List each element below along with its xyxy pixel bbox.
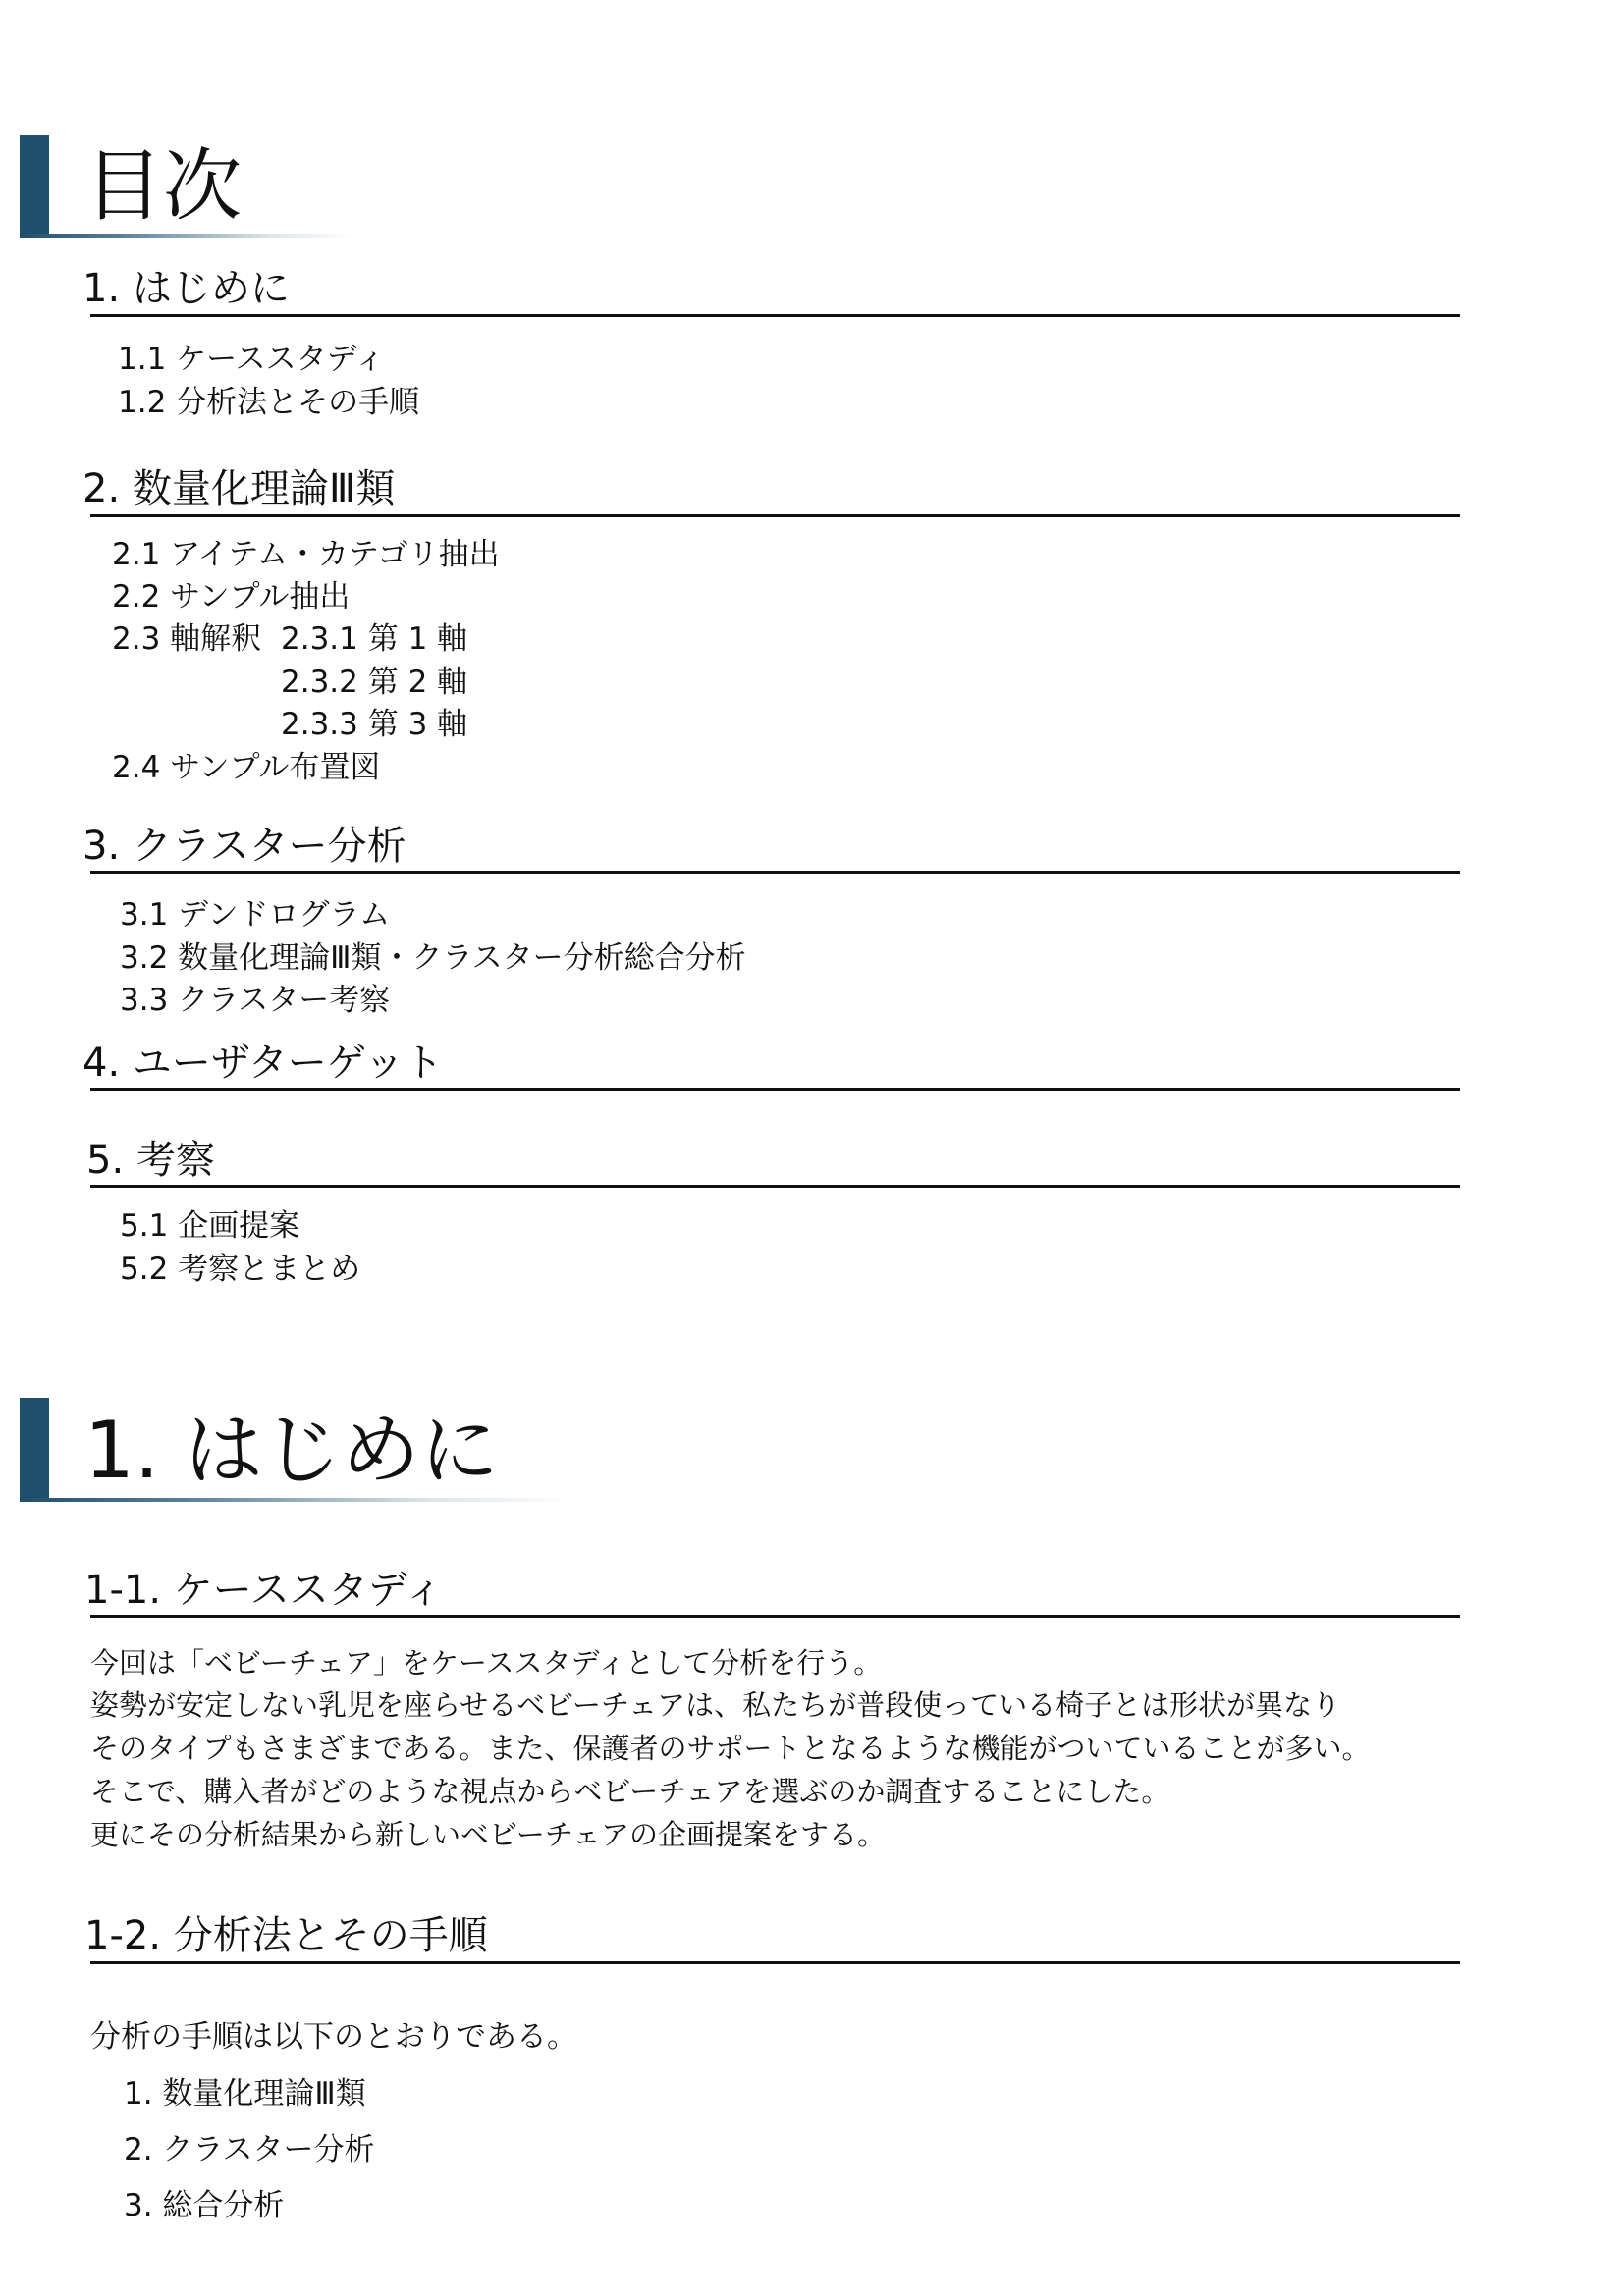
toc-heading-1: 1. はじめに [82, 266, 290, 311]
section-1-1-line-4: そこで、購入者がどのような視点からベビーチェアを選ぶのか調査することにした。 [90, 1775, 1170, 1808]
toc-rule-5 [90, 1185, 1460, 1188]
toc-header-line [20, 234, 353, 238]
section-1-1-line-1: 今回は「ベビーチェア」をケーススタディとして分析を行う。 [90, 1646, 883, 1680]
toc-heading-3: 3. クラスター分析 [82, 824, 406, 869]
chapter1-header-bar [20, 1398, 49, 1502]
toc-heading-5: 5. 考察 [86, 1138, 215, 1183]
toc-item-1-1: 1.1 ケーススタディ [118, 342, 386, 377]
toc-heading-4: 4. ユーザターゲット [82, 1041, 444, 1086]
toc-header-bar [20, 135, 49, 238]
toc-item-3-1: 3.1 デンドログラム [120, 897, 391, 933]
toc-rule-3 [90, 871, 1460, 874]
section-1-2-rule [90, 1961, 1460, 1964]
toc-heading-2: 2. 数量化理論Ⅲ類 [82, 466, 396, 511]
toc-subitem-2-3-3: 2.3.3 第 3 軸 [281, 707, 468, 742]
toc-rule-4 [90, 1088, 1460, 1091]
section-1-1-line-3: そのタイプもさまざまである。また、保護者のサポートとなるような機能がついていることが多い。 [90, 1732, 1371, 1765]
toc-item-3-2: 3.2 数量化理論Ⅲ類・クラスター分析総合分析 [120, 940, 746, 976]
section-1-2-step-3: 3. 総合分析 [124, 2188, 285, 2223]
toc-subitem-2-3-1: 2.3.1 第 1 軸 [281, 621, 468, 657]
section-1-1-line-5: 更にその分析結果から新しいベビーチェアの企画提案をする。 [90, 1818, 886, 1851]
section-1-1-rule [90, 1615, 1460, 1618]
section-1-2-intro: 分析の手順は以下のとおりである。 [90, 2019, 577, 2055]
section-1-2-heading: 1-2. 分析法とその手順 [84, 1913, 488, 1958]
section-1-2-step-1: 1. 数量化理論Ⅲ類 [124, 2076, 366, 2111]
toc-item-1-2: 1.2 分析法とその手順 [118, 385, 420, 420]
section-1-1-line-2: 姿勢が安定しない乳児を座らせるベビーチェアは、私たちが普段使っている椅子とは形状が異なり [90, 1688, 1341, 1722]
toc-item-5-2: 5.2 考察とまとめ [120, 1252, 361, 1287]
toc-item-3-3: 3.3 クラスター考察 [120, 983, 391, 1018]
toc-rule-2 [90, 514, 1460, 517]
toc-item-5-1: 5.1 企画提案 [120, 1208, 300, 1244]
toc-title: 目次 [84, 140, 242, 232]
section-1-1-heading: 1-1. ケーススタディ [84, 1568, 444, 1613]
section-1-2-step-2: 2. クラスター分析 [124, 2132, 375, 2167]
chapter1-title: 1. はじめに [84, 1405, 499, 1496]
chapter1-header-line [20, 1498, 569, 1502]
toc-item-2-3: 2.3 軸解釈 [112, 621, 262, 657]
toc-item-2-4: 2.4 サンプル布置図 [112, 750, 381, 785]
toc-subitem-2-3-2: 2.3.2 第 2 軸 [281, 665, 468, 700]
toc-item-2-1: 2.1 アイテム・カテゴリ抽出 [112, 537, 500, 572]
toc-rule-1 [90, 314, 1460, 317]
toc-item-2-2: 2.2 サンプル抽出 [112, 579, 351, 614]
